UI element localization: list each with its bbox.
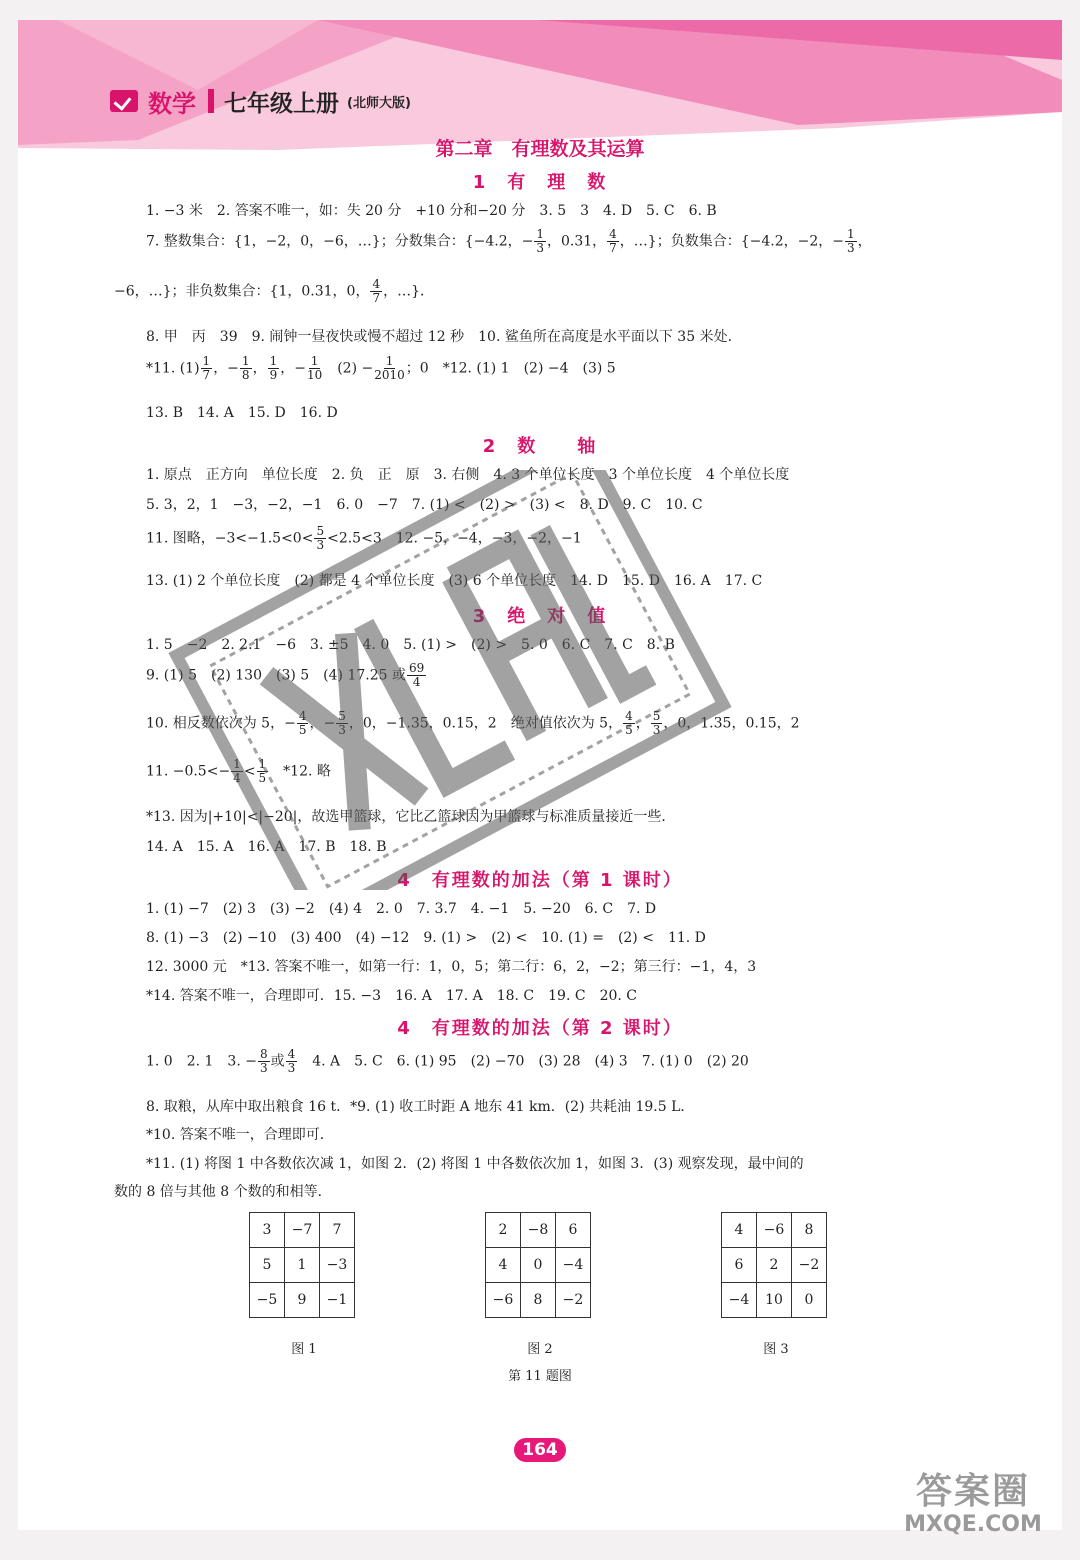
section-title-1: 1 有 理 数 bbox=[472, 172, 608, 193]
numerator: 1 bbox=[385, 354, 394, 368]
answer-line: 13. (1) 2 个单位长度 (2) 都是 4 个单位长度 (3) 6 个单位长度 14. D 15. D 16. A 17. C bbox=[146, 573, 763, 589]
fraction bbox=[623, 710, 635, 737]
grid-cell: 2 bbox=[757, 1248, 792, 1283]
grid-cell: 1 bbox=[285, 1248, 320, 1283]
denominator: 4 bbox=[412, 675, 421, 689]
grid-cell: 7 bbox=[320, 1213, 355, 1248]
grid-cell: 10 bbox=[757, 1283, 792, 1318]
answer-text: *11. (1) bbox=[146, 360, 200, 377]
answer-text: ，…}． bbox=[383, 283, 435, 300]
denominator: 3 bbox=[259, 1061, 268, 1075]
answer-text: ， bbox=[635, 715, 650, 732]
figure-caption-3: 图 3 bbox=[763, 1342, 789, 1357]
grid-cell: −7 bbox=[285, 1213, 320, 1248]
numerator: 8 bbox=[259, 1047, 268, 1061]
watermark-url: MXQE.COM bbox=[904, 1512, 1042, 1537]
section-title-3: 3 绝 对 值 bbox=[472, 606, 608, 627]
grid-cell: 2 bbox=[486, 1213, 521, 1248]
denominator: 3 bbox=[287, 1061, 296, 1075]
fraction bbox=[231, 758, 243, 785]
numerator: 5 bbox=[316, 524, 325, 538]
answer-text: ，…}；负数集合：{−4.2，−2，− bbox=[619, 233, 844, 250]
header-brand bbox=[110, 84, 411, 118]
figure-group-caption: 第 11 题图 bbox=[508, 1369, 572, 1384]
fraction bbox=[407, 662, 426, 689]
answer-text: ，0，−1.35，0.15，2 绝对值依次为 5， bbox=[348, 715, 623, 732]
answer-text: ，− bbox=[280, 360, 306, 377]
answer-text: 或 bbox=[270, 1053, 285, 1070]
answer-line bbox=[146, 662, 427, 689]
section-title-4a: 4 有理数的加法（第 1 课时） bbox=[397, 870, 683, 891]
answer-text: 1. 0 2. 1 3. − bbox=[146, 1053, 257, 1070]
grid-cell: −4 bbox=[722, 1283, 757, 1318]
answer-text: ；0 *12. (1) 1 (2) −4 (3) 5 bbox=[405, 360, 616, 377]
denominator: 7 bbox=[372, 291, 381, 305]
denominator: 3 bbox=[652, 723, 661, 737]
grade-label: 七年级上册 bbox=[224, 89, 339, 117]
answer-line: *10. 答案不唯一，合理即可． bbox=[146, 1127, 334, 1143]
numerator: 4 bbox=[625, 709, 633, 723]
answer-text: < bbox=[243, 763, 256, 780]
numerator: 1 bbox=[536, 227, 544, 241]
denominator: 3 bbox=[846, 241, 855, 255]
answer-text: 10. 相反数依次为 5，− bbox=[146, 715, 296, 732]
section-title-2: 2 数 轴 bbox=[482, 436, 598, 457]
fraction bbox=[607, 228, 619, 255]
answer-text: ，0，1.35，0.15，2 bbox=[663, 715, 800, 732]
answer-text: 9. (1) 5 (2) 130 (3) 5 (4) 17.25 或 bbox=[146, 667, 406, 684]
answer-line bbox=[114, 278, 434, 305]
chapter-title: 第二章 有理数及其运算 bbox=[435, 138, 645, 160]
page-number: 164 bbox=[514, 1438, 566, 1462]
grid-cell: 3 bbox=[250, 1213, 285, 1248]
answer-line bbox=[146, 710, 800, 737]
answer-text: <2.5<3 12. −5，−4，−3，−2，−1 bbox=[327, 530, 582, 547]
answer-line: 1. (1) −7 (2) 3 (3) −2 (4) 4 2. 0 7. 3.7 4. −1 5. −20 6. C 7. D bbox=[146, 901, 657, 917]
answer-text: 11. 图略，−3<−1.5<0< bbox=[146, 530, 314, 547]
fraction bbox=[336, 710, 348, 737]
denominator: 2010 bbox=[374, 368, 405, 382]
answer-text: 4. A 5. C 6. (1) 95 (2) −70 (3) 28 (4) 3 7. (1) 0 (2) 20 bbox=[298, 1053, 749, 1070]
numerator: 5 bbox=[652, 709, 661, 723]
answer-line bbox=[146, 228, 872, 255]
fraction bbox=[845, 228, 857, 255]
number-grid-2 bbox=[485, 1212, 591, 1318]
answer-line: 5. 3，2，1 −3，−2，−1 6. 0 −7 7. (1) < (2) > (3) < 8. D 9. C 10. C bbox=[146, 497, 703, 513]
fraction bbox=[374, 355, 405, 382]
checkmark-logo-icon bbox=[110, 90, 138, 112]
grid-cell: 4 bbox=[722, 1213, 757, 1248]
answer-line: 1. 原点 正方向 单位长度 2. 负 正 原 3. 右侧 4. 3 个单位长度 3 个单位长度 4 个单位长度 bbox=[146, 467, 790, 483]
numerator: 1 bbox=[269, 354, 278, 368]
denominator: 10 bbox=[306, 368, 323, 382]
grid-cell: 0 bbox=[792, 1283, 827, 1318]
fraction bbox=[651, 710, 663, 737]
grid-cell: 4 bbox=[486, 1248, 521, 1283]
numerator: 1 bbox=[241, 354, 250, 368]
fraction bbox=[201, 355, 213, 382]
number-grid-1 bbox=[249, 1212, 355, 1318]
answer-line: *13. 因为|+10|<|−20|，故选甲篮球，它比乙篮球因为甲篮球与标准质量接近一些． bbox=[146, 809, 676, 825]
edition-label: (北师大版) bbox=[347, 95, 411, 111]
denominator: 3 bbox=[536, 241, 544, 255]
answer-line: 8. 取粮，从库中取出粮食 16 t．*9. (1) 收工时距 A 地东 41 km．(2) 共耗油 19.5 L． bbox=[146, 1099, 695, 1115]
denominator: 4 bbox=[233, 771, 241, 785]
answer-text: ，0.31， bbox=[546, 233, 607, 250]
answer-text: 7. 整数集合：{1，−2，0，−6，…}；分数集合：{−4.2，− bbox=[146, 233, 534, 250]
denominator: 3 bbox=[316, 538, 325, 552]
answer-page bbox=[18, 20, 1062, 1530]
fraction bbox=[307, 355, 322, 382]
numerator: 1 bbox=[233, 757, 241, 771]
answer-line: 8. 甲 丙 39 9. 闹钟一昼夜快或慢不超过 12 秒 10. 鲨鱼所在高度是水平面以下 35 米处． bbox=[146, 329, 742, 345]
answer-text: (2) − bbox=[323, 360, 374, 377]
numerator: 69 bbox=[409, 661, 425, 675]
figure-caption-1: 图 1 bbox=[291, 1342, 317, 1357]
grid-cell: 6 bbox=[556, 1213, 591, 1248]
denominator: 5 bbox=[298, 723, 307, 737]
grid-cell: −5 bbox=[250, 1283, 285, 1318]
numerator: 4 bbox=[298, 709, 307, 723]
grid-cell: 6 bbox=[722, 1248, 757, 1283]
denominator: 8 bbox=[241, 368, 250, 382]
grid-cell: 8 bbox=[792, 1213, 827, 1248]
answer-text: ， bbox=[857, 233, 872, 250]
grid-cell: 0 bbox=[521, 1248, 556, 1283]
fraction bbox=[257, 758, 269, 785]
answer-line: *11. (1) 将图 1 中各数依次减 1，如图 2．(2) 将图 1 中各数依次加 1，如图 3．(3) 观察发现，最中间的 bbox=[146, 1156, 804, 1172]
fraction bbox=[240, 355, 252, 382]
denominator: 5 bbox=[258, 771, 267, 785]
grid-cell: −6 bbox=[486, 1283, 521, 1318]
grid-cell: −1 bbox=[320, 1283, 355, 1318]
numerator: 1 bbox=[310, 354, 319, 368]
grid-cell: −2 bbox=[556, 1283, 591, 1318]
watermark bbox=[888, 1472, 1058, 1542]
answer-line: 13. B 14. A 15. D 16. D bbox=[146, 405, 338, 421]
grid-cell: 9 bbox=[285, 1283, 320, 1318]
grid-cell: −6 bbox=[757, 1213, 792, 1248]
answer-text: ，− bbox=[309, 715, 336, 732]
denominator: 7 bbox=[609, 241, 617, 255]
answer-line bbox=[146, 355, 616, 382]
answer-line: 1. −3 米 2. 答案不唯一，如：失 20 分 +10 分和−20 分 3. 5 3 4. D 5. C 6. B bbox=[146, 203, 717, 219]
numerator: 4 bbox=[287, 1047, 296, 1061]
answer-line bbox=[146, 758, 331, 785]
grid-cell: −4 bbox=[556, 1248, 591, 1283]
grid-cell: −8 bbox=[521, 1213, 556, 1248]
answer-line: 8. (1) −3 (2) −10 (3) 400 (4) −12 9. (1) > (2) < 10. (1) = (2) < 11. D bbox=[146, 930, 706, 946]
fraction bbox=[534, 228, 546, 255]
answer-line: 数的 8 倍与其他 8 个数的和相等． bbox=[114, 1184, 332, 1200]
fraction bbox=[297, 710, 309, 737]
divider-bar bbox=[208, 89, 214, 113]
numerator: 4 bbox=[372, 277, 381, 291]
answer-text: 11. −0.5<− bbox=[146, 763, 231, 780]
section-title-4b: 4 有理数的加法（第 2 课时） bbox=[397, 1018, 683, 1039]
numerator: 1 bbox=[258, 757, 267, 771]
answer-line: 12. 3000 元 *13. 答案不唯一，如第一行：1，0，5；第二行：6，2，−2；第三行：−1，4，3 bbox=[146, 959, 757, 975]
numerator: 4 bbox=[609, 227, 617, 241]
watermark-title: 答案圈 bbox=[915, 1471, 1030, 1512]
numerator: 5 bbox=[338, 709, 346, 723]
grid-cell: 8 bbox=[521, 1283, 556, 1318]
number-grid-3 bbox=[721, 1212, 827, 1318]
answer-line bbox=[146, 1048, 749, 1075]
answer-text: ， bbox=[252, 360, 267, 377]
answer-text: *12. 略 bbox=[269, 763, 331, 780]
denominator: 5 bbox=[625, 723, 633, 737]
fraction bbox=[268, 355, 280, 382]
numerator: 1 bbox=[846, 227, 855, 241]
answer-text: −6，…}；非负数集合：{1，0.31，0， bbox=[114, 283, 370, 300]
answer-line: 14. A 15. A 16. A 17. B 18. B bbox=[146, 839, 387, 855]
answer-line bbox=[146, 525, 582, 552]
answer-text: ，− bbox=[213, 360, 239, 377]
fraction bbox=[314, 525, 326, 552]
fraction bbox=[286, 1048, 298, 1075]
numerator: 1 bbox=[202, 354, 211, 368]
figure-caption-2: 图 2 bbox=[527, 1342, 553, 1357]
denominator: 3 bbox=[338, 723, 346, 737]
fraction bbox=[370, 278, 382, 305]
grid-cell: −2 bbox=[792, 1248, 827, 1283]
grid-cell: 5 bbox=[250, 1248, 285, 1283]
answer-line: 1. 5 −2 2. 2.1 −6 3. ±5 4. 0 5. (1) > (2) > 5. 0 6. C 7. C 8. B bbox=[146, 637, 675, 653]
denominator: 7 bbox=[202, 368, 211, 382]
subject-label: 数学 bbox=[148, 89, 196, 118]
denominator: 9 bbox=[269, 368, 278, 382]
fraction bbox=[258, 1048, 270, 1075]
grid-cell: −3 bbox=[320, 1248, 355, 1283]
answer-line: *14. 答案不唯一，合理即可．15. −3 16. A 17. A 18. C 19. C 20. C bbox=[146, 988, 637, 1004]
